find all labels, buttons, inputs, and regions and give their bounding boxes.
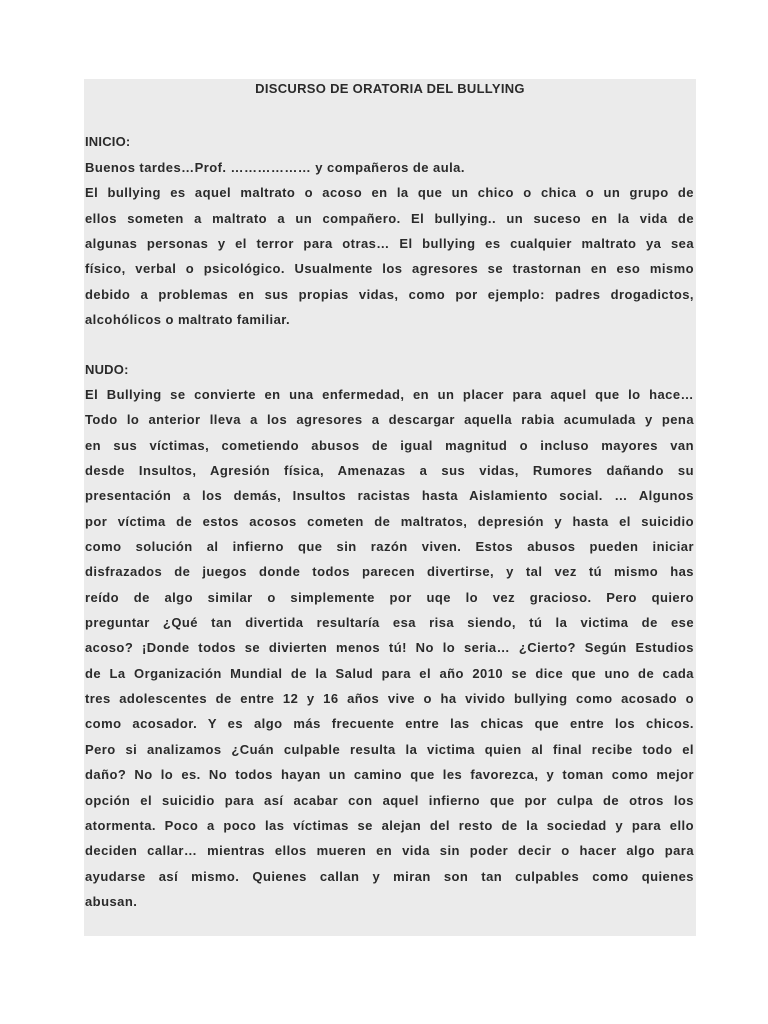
text-line: tres adolescentes de entre 12 y 16 años vive o ha vivido bullying como acosado o: [85, 691, 694, 707]
text-line: El Bullying se convierte en una enfermedad, en un placer para aquel que lo hace…: [85, 387, 694, 402]
section-body-nudo: [85, 382, 694, 914]
text-sheet: [84, 79, 696, 936]
text-line: como acosador. Y es algo más frecuente entre las chicas que entre los chicos.: [85, 716, 694, 732]
text-line: deciden callar… mientras ellos mueren en vida sin poder decir o hacer algo para: [85, 843, 694, 859]
text-line: algunas personas y el terror para otras… El bullying es cualquier maltrato ya sea: [85, 236, 694, 252]
text-line: daño? No lo es. No todos hayan un camino que les favorezca, y toman como mejor: [85, 767, 694, 783]
text-line: ellos someten a maltrato a un compañero. El bullying.. un suceso en la vida de: [85, 210, 694, 226]
section-heading-nudo: NUDO:: [85, 362, 129, 377]
text-line: atormenta. Poco a poco las víctimas se alejan del resto de la sociedad y para ello: [85, 817, 694, 833]
text-line: alcohólicos o maltrato familiar.: [85, 312, 291, 328]
text-line: en sus víctimas, cometiendo abusos de igual magnitud o incluso mayores van: [85, 437, 694, 453]
text-line: preguntar ¿Qué tan divertida resultaría esa risa siendo, tú la victima de ese: [85, 615, 694, 631]
text-line: abusan.: [85, 893, 138, 909]
text-line: Pero si analizamos ¿Cuán culpable resulta la victima quien al final recibe todo el: [85, 741, 694, 757]
text-line: acoso? ¡Donde todos se divierten menos tú! No lo seria… ¿Cierto? Según Estudios: [85, 640, 694, 656]
section-body-inicio: [85, 155, 694, 332]
text-line: desde Insultos, Agresión física, Amenazas a sus vidas, Rumores dañando su: [85, 463, 694, 479]
text-line: Todo lo anterior lleva a los agresores a descargar aquella rabia acumulada y pena: [85, 412, 694, 428]
text-line: por víctima de estos acosos cometen de maltratos, depresión y hasta el suicidio: [85, 513, 694, 529]
text-line: Buenos tardes…Prof. ……………… y compañeros de aula.: [85, 160, 465, 175]
text-line: opción el suicidio para así acabar con aquel infierno que por culpa de otros los: [85, 792, 694, 808]
text-line: como solución al infierno que sin razón viven. Estos abusos pueden iniciar: [85, 539, 694, 555]
text-line: ayudarse así mismo. Quienes callan y miran son tan culpables como quienes: [85, 868, 694, 884]
text-line: El bullying es aquel maltrato o acoso en la que un chico o chica o un grupo de: [85, 185, 694, 201]
text-line: disfrazados de juegos donde todos parecen divertirse, y tal vez tú mismo has: [85, 564, 694, 580]
text-line: físico, verbal o psicológico. Usualmente los agresores se trastornan en eso mismo: [85, 261, 694, 277]
text-line: presentación a los demás, Insultos racistas hasta Aislamiento social. … Algunos: [85, 488, 694, 504]
text-line: de La Organización Mundial de la Salud para el año 2010 se dice que uno de cada: [85, 665, 694, 681]
document-title: DISCURSO DE ORATORIA DEL BULLYING: [255, 81, 525, 96]
text-line: reído de algo similar o simplemente por uqe lo vez gracioso. Pero quiero: [85, 589, 694, 605]
text-line: debido a problemas en sus propias vidas, como por ejemplo: padres drogadictos,: [85, 286, 694, 302]
section-heading-inicio: INICIO:: [85, 134, 131, 149]
